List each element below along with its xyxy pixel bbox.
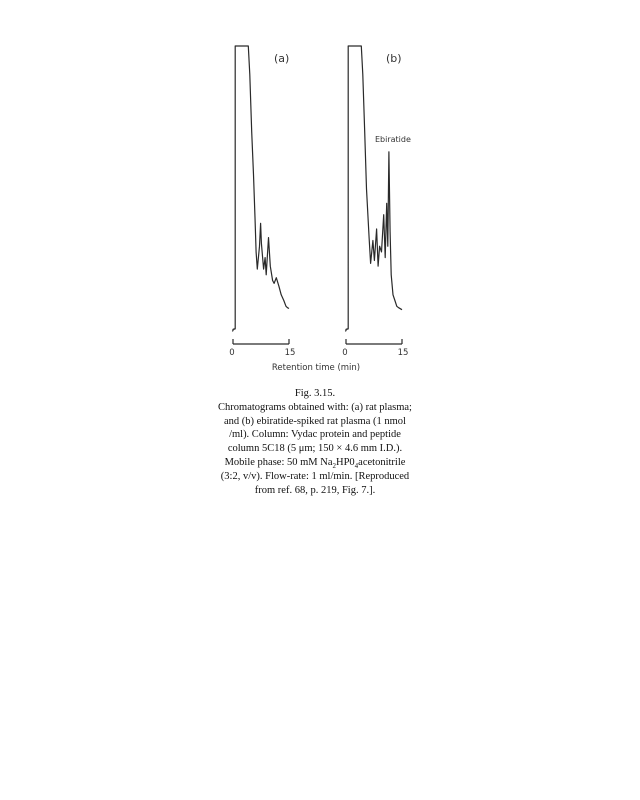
figure-caption <box>215 387 415 497</box>
panel-a <box>229 46 295 358</box>
x-tick-label-a-0: 0 <box>229 348 235 358</box>
caption-line: Chromatograms obtained with: (a) rat plasma; <box>218 401 412 413</box>
chromatogram-trace-b <box>345 46 402 331</box>
panel-label-a: (a) <box>274 52 290 65</box>
caption-line: Mobile phase: 50 mM $Na_2HP0_4acetonitrile$ <box>224 456 406 471</box>
chromatogram-trace-a <box>232 46 289 331</box>
x-tick-label-a-15: 15 <box>284 348 296 358</box>
x-tick-label-b-15: 15 <box>397 348 409 358</box>
x-tick-label-b-0: 0 <box>342 348 348 358</box>
caption-line: /ml). Column: Vydac protein and peptide <box>229 429 401 441</box>
ebiratide-peak-label: Ebiratide <box>375 135 411 144</box>
chromatogram-figure <box>0 0 640 380</box>
caption-line: from ref. 68, p. 219, Fig. 7.]. <box>254 484 376 496</box>
caption-line: and (b) ebiratide-spiked rat plasma (1 nmol <box>224 415 406 427</box>
x-axis-title: Retention time (min) <box>271 363 361 373</box>
panel-label-b: (b) <box>386 52 402 65</box>
caption-figure-number: Fig. 3.15. <box>294 388 336 399</box>
panel-b <box>342 46 411 358</box>
caption-line: (3:2, v/v). Flow-rate: 1 ml/min. [Reproduced <box>220 470 410 482</box>
caption-line: column 5C18 (5 μm; 150 × 4.6 mm I.D.). <box>227 443 403 455</box>
